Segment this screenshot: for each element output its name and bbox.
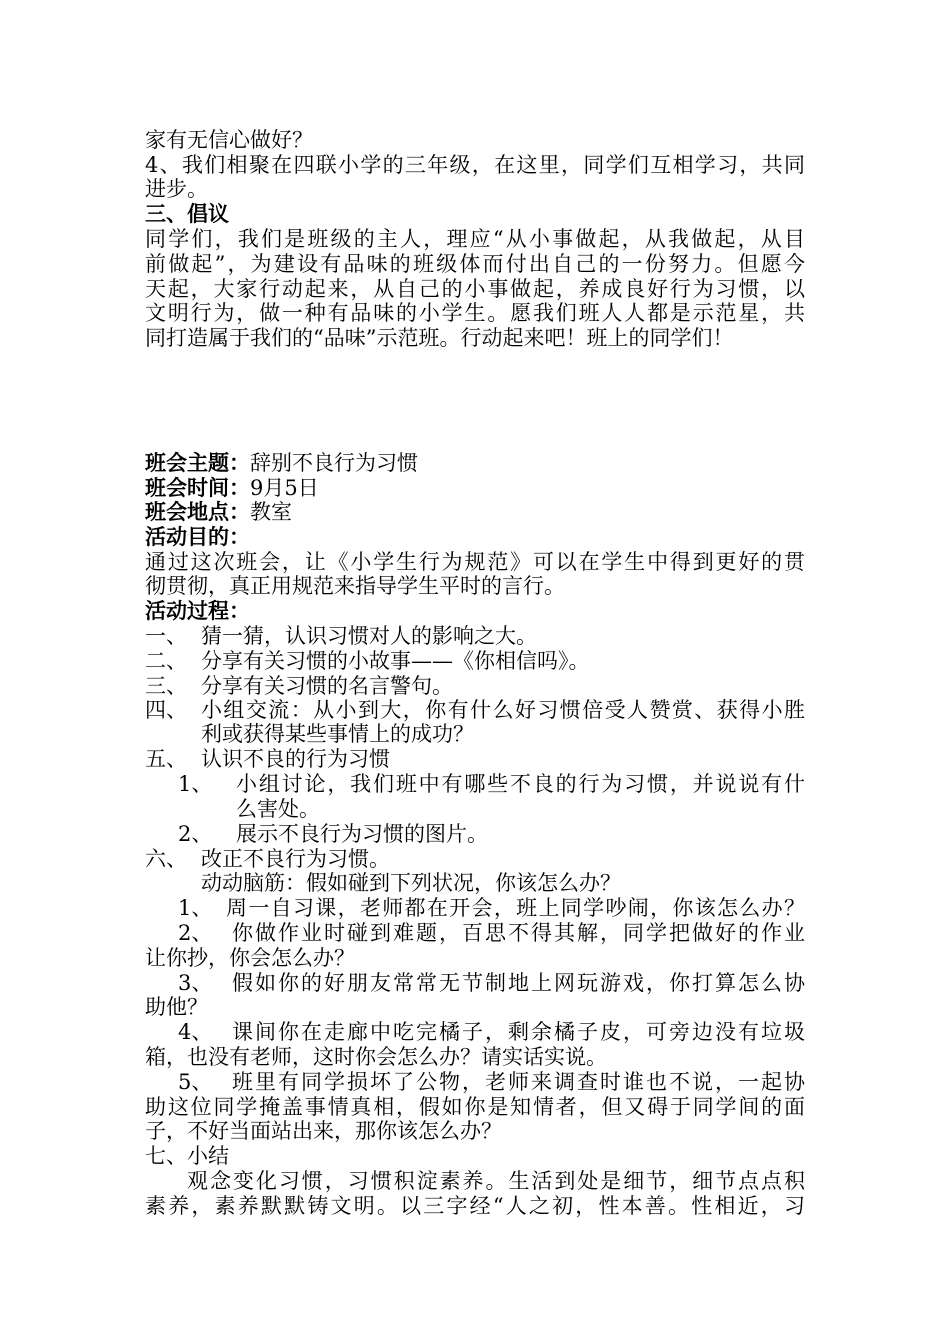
section-heading: 三、倡议: [145, 202, 229, 226]
theme-label: 班会主题：: [145, 451, 250, 475]
step-number: 三、: [145, 674, 187, 698]
text-line: 素养，素养默默铸文明。以三字经“人之初，性本善。性相近，习: [145, 1194, 805, 1218]
scenario-text: 班里有同学损坏了公物，老师来调查时谁也不说，一起协: [232, 1070, 805, 1094]
scenario-text-cont: 箱，也没有老师，这时你会怎么办？请实话实说。: [145, 1045, 607, 1069]
step-text: 认识不良的行为习惯: [201, 747, 390, 771]
purpose-label: 活动目的：: [145, 525, 250, 549]
summary-heading: 七、小结: [145, 1144, 229, 1168]
step-number: 六、: [145, 847, 187, 871]
text-line: 家有无信心做好？: [145, 128, 313, 152]
step-text: 猜一猜，认识习惯对人的影响之大。: [201, 624, 537, 648]
meeting-place: [145, 500, 292, 525]
substep-text: 展示不良行为习惯的图片。: [236, 822, 488, 846]
text-line: 同打造属于我们的“品味”示范班。行动起来吧！班上的同学们！: [145, 326, 734, 350]
text-line: 观念变化习惯，习惯积淀素养。生活到处是细节，细节点点积: [187, 1169, 805, 1193]
scenario-text-cont: 助他？: [145, 995, 208, 1019]
theme-value: 辞别不良行为习惯: [250, 451, 418, 475]
step6-intro: 动动脑筋：假如碰到下列状况，你该怎么办？: [201, 871, 621, 895]
step-number: 二、: [145, 649, 187, 673]
scenario-text-cont: 助这位同学掩盖事情真相，假如你是知情者，但又碍于同学间的面: [145, 1095, 805, 1119]
scenario-text: 周一自习课，老师都在开会，班上同学吵闹，你该怎么办？: [226, 896, 805, 920]
time-value: 9月5日: [250, 476, 319, 500]
substep-number: 1、: [178, 772, 213, 796]
scenario-number: 2、: [178, 921, 213, 945]
process-label: 活动过程：: [145, 599, 250, 623]
text-line: 彻贯彻，真正用规范来指导学生平时的言行。: [145, 574, 565, 598]
substep-number: 2、: [178, 822, 213, 846]
text-line: 通过这次班会，让《小学生行为规范》可以在学生中得到更好的贯: [145, 550, 805, 574]
step-text: 小组交流：从小到大，你有什么好习惯倍受人赞赏、获得小胜: [201, 698, 805, 722]
step-text: 改正不良行为习惯。: [201, 847, 390, 871]
step-number: 五、: [145, 747, 187, 771]
scenario-number: 1、: [178, 896, 213, 920]
step-text: 分享有关习惯的名言警句。: [201, 674, 453, 698]
scenario-number: 4、: [178, 1020, 213, 1044]
scenario-number: 5、: [178, 1070, 213, 1094]
substep-text-cont: 么害处。: [236, 797, 320, 821]
step-text: 分享有关习惯的小故事——《你相信吗》。: [201, 649, 590, 673]
step-number: 四、: [145, 698, 187, 722]
meeting-time: [145, 476, 319, 501]
text-line: 天起，大家行动起来，从自己的小事做起，养成良好行为习惯，以: [145, 277, 805, 301]
scenario-text: 假如你的好朋友常常无节制地上网玩游戏，你打算怎么协: [232, 971, 805, 995]
scenario-number: 3、: [178, 971, 213, 995]
place-label: 班会地点：: [145, 500, 250, 524]
scenario-text: 你做作业时碰到难题，百思不得其解，同学把做好的作业: [232, 921, 805, 945]
scenario-text-cont: 子，不好当面站出来，那你该怎么办？: [145, 1119, 502, 1143]
meeting-theme: [145, 451, 418, 476]
step-text-cont: 利或获得某些事情上的成功？: [201, 722, 474, 746]
text-line: 文明行为，做一种有品味的小学生。愿我们班人人都是示范星，共: [145, 301, 805, 325]
text-line: 进步。: [145, 177, 208, 201]
text-line: 4、我们相聚在四联小学的三年级，在这里，同学们互相学习，共同: [145, 153, 805, 177]
text-line: 前做起”，为建设有品味的班级体而付出自己的一份努力。但愿今: [145, 252, 805, 276]
step-number: 一、: [145, 624, 187, 648]
scenario-text-cont: 让你抄，你会怎么办？: [145, 946, 355, 970]
place-value: 教室: [250, 500, 292, 524]
substep-text: 小组讨论，我们班中有哪些不良的行为习惯，并说说有什: [236, 772, 805, 796]
text-line: 同学们，我们是班级的主人，理应“从小事做起，从我做起，从目: [145, 227, 805, 251]
time-label: 班会时间：: [145, 476, 250, 500]
scenario-text: 课间你在走廊中吃完橘子，剩余橘子皮，可旁边没有垃圾: [232, 1020, 805, 1044]
